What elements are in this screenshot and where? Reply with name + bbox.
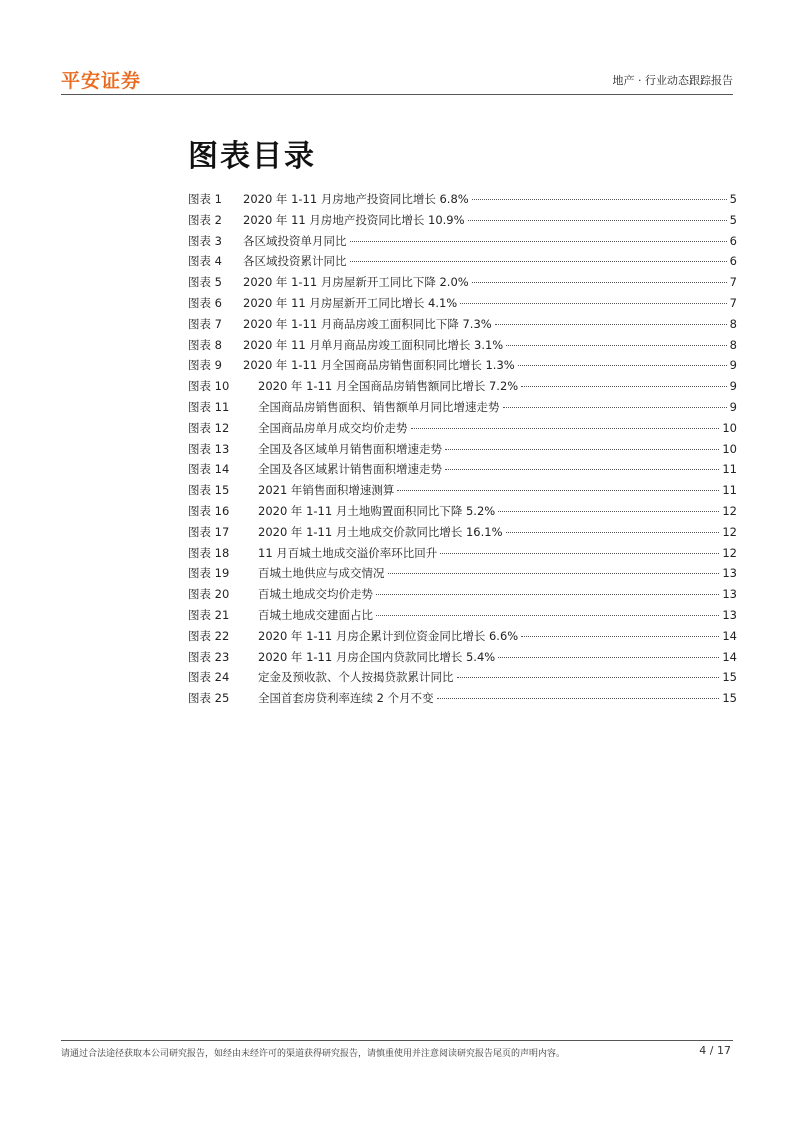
toc-entry-page: 7: [729, 295, 737, 310]
toc-entry-title: 各区域投资累计同比: [243, 254, 347, 269]
toc-entry-page: 7: [729, 275, 737, 290]
toc-entry-title: 各区域投资单月同比: [243, 233, 347, 248]
toc-entry[interactable]: [188, 543, 737, 564]
toc-entry-title: 2020 年 11 月房地产投资同比增长 10.9%: [243, 212, 465, 227]
toc-entry-title: 全国商品房销售面积、销售额单月同比增速走势: [258, 399, 500, 414]
dot-leader: [457, 677, 720, 678]
toc-entry-label: 图表 22: [188, 628, 230, 643]
dot-leader: [498, 657, 719, 658]
dot-leader: [350, 261, 727, 262]
toc-entry-label: 图表 5: [188, 275, 222, 290]
toc-entry-label: 图表 2: [188, 212, 222, 227]
toc-entry[interactable]: [188, 584, 737, 605]
toc-entry-label: 图表 18: [188, 545, 230, 560]
toc-entry-page: 13: [722, 607, 737, 622]
dot-leader: [518, 365, 727, 366]
dot-leader: [376, 615, 719, 616]
dot-leader: [445, 449, 719, 450]
header-divider: [61, 94, 733, 95]
toc-entry[interactable]: [188, 501, 737, 522]
dot-leader: [498, 511, 719, 512]
toc-entry[interactable]: [188, 231, 737, 252]
toc-entry-title: 百城土地成交建面占比: [258, 607, 373, 622]
toc-entry-label: 图表 3: [188, 233, 222, 248]
toc-entry-label: 图表 20: [188, 587, 230, 602]
toc-entry-label: 图表 16: [188, 503, 230, 518]
toc-entry-page: 10: [722, 441, 737, 456]
toc-entry-label: 图表 4: [188, 254, 222, 269]
dot-leader: [521, 636, 719, 637]
dot-leader: [506, 345, 726, 346]
toc-entry[interactable]: [188, 439, 737, 460]
toc-entry-page: 12: [722, 503, 737, 518]
toc-entry-page: 5: [729, 192, 737, 206]
footer-divider: [61, 1040, 733, 1041]
dot-leader: [472, 199, 727, 200]
toc-entry-page: 13: [722, 587, 737, 602]
toc-entry-label: 图表 9: [188, 358, 222, 373]
figure-index-list: [188, 189, 737, 709]
dot-leader: [468, 220, 727, 221]
toc-entry-title: 全国商品房单月成交均价走势: [258, 420, 408, 435]
dot-leader: [472, 282, 727, 283]
toc-entry[interactable]: [188, 459, 737, 480]
page-number: 4 / 17: [699, 1044, 731, 1057]
toc-entry-title: 11 月百城土地成交溢价率环比回升: [258, 545, 438, 560]
dot-leader: [460, 303, 726, 304]
toc-entry-page: 12: [722, 524, 737, 539]
toc-entry-title: 2020 年 1-11 月房企累计到位资金同比增长 6.6%: [258, 628, 519, 643]
toc-entry-page: 8: [729, 337, 737, 352]
toc-entry-label: 图表 17: [188, 524, 230, 539]
dot-leader: [411, 428, 720, 429]
toc-entry[interactable]: [188, 667, 737, 688]
toc-entry-label: 图表 25: [188, 691, 230, 706]
toc-entry-page: 6: [729, 233, 737, 248]
toc-entry-title: 2021 年销售面积增速测算: [258, 483, 395, 498]
toc-entry-page: 9: [729, 379, 737, 394]
toc-entry-title: 全国及各区域单月销售面积增速走势: [258, 441, 442, 456]
toc-entry-page: 5: [729, 212, 737, 227]
toc-entry[interactable]: [188, 210, 737, 231]
toc-entry[interactable]: [188, 563, 737, 584]
toc-entry-label: 图表 15: [188, 483, 230, 498]
toc-entry-title: 2020 年 1-11 月土地成交价款同比增长 16.1%: [258, 524, 503, 539]
toc-entry-title: 百城土地供应与成交情况: [258, 566, 385, 581]
brand-logo: 平安证券: [61, 70, 142, 92]
dot-leader: [445, 469, 719, 470]
toc-entry-title: 2020 年 1-11 月房地产投资同比增长 6.8%: [243, 192, 469, 206]
dot-leader: [503, 407, 727, 408]
dot-leader: [440, 553, 719, 554]
toc-entry-page: 11: [722, 483, 737, 498]
toc-entry[interactable]: [188, 688, 737, 709]
toc-entry-page: 14: [722, 628, 737, 643]
toc-entry[interactable]: [188, 272, 737, 293]
toc-entry-page: 15: [722, 691, 737, 706]
dot-leader: [437, 698, 720, 699]
footer-disclaimer: 请通过合法途径获取本公司研究报告，如经由未经许可的渠道获得研究报告，请慎重使用并注意阅读研究报告尾页的声明内容。: [61, 1049, 566, 1059]
toc-entry-title: 定金及预收款、个人按揭贷款累计同比: [258, 670, 454, 685]
dot-leader: [397, 490, 719, 491]
toc-entry[interactable]: [188, 189, 737, 210]
toc-entry-page: 8: [729, 316, 737, 331]
toc-entry-title: 百城土地成交均价走势: [258, 587, 373, 602]
toc-entry-title: 全国首套房贷利率连续 2 个月不变: [258, 691, 434, 706]
toc-entry-title: 2020 年 11 月房屋新开工同比增长 4.1%: [243, 295, 458, 310]
dot-leader: [521, 386, 726, 387]
dot-leader: [388, 573, 720, 574]
page-title: 图表目录: [188, 139, 316, 174]
toc-entry-title: 全国及各区域累计销售面积增速走势: [258, 462, 442, 477]
toc-entry-label: 图表 11: [188, 399, 230, 414]
toc-entry-title: 2020 年 1-11 月房屋新开工同比下降 2.0%: [243, 275, 469, 290]
toc-entry-label: 图表 12: [188, 420, 230, 435]
toc-entry-label: 图表 23: [188, 649, 230, 664]
toc-entry-page: 10: [722, 420, 737, 435]
toc-entry[interactable]: [188, 355, 737, 376]
toc-entry-label: 图表 6: [188, 295, 222, 310]
toc-entry[interactable]: [188, 480, 737, 501]
toc-entry[interactable]: [188, 605, 737, 626]
toc-entry-label: 图表 7: [188, 316, 222, 331]
toc-entry-label: 图表 8: [188, 337, 222, 352]
toc-entry-title: 2020 年 1-11 月商品房竣工面积同比下降 7.3%: [243, 316, 492, 331]
toc-entry-title: 2020 年 1-11 月房企国内贷款同比增长 5.4%: [258, 649, 496, 664]
toc-entry-title: 2020 年 11 月单月商品房竣工面积同比增长 3.1%: [243, 337, 504, 352]
toc-entry-page: 12: [722, 545, 737, 560]
toc-entry-title: 2020 年 1-11 月全国商品房销售额同比增长 7.2%: [258, 379, 519, 394]
toc-entry-label: 图表 14: [188, 462, 230, 477]
toc-entry-page: 11: [722, 462, 737, 477]
toc-entry[interactable]: [188, 626, 737, 647]
dot-leader: [495, 324, 727, 325]
toc-entry-label: 图表 1: [188, 192, 222, 206]
dot-leader: [506, 532, 720, 533]
dot-leader: [376, 594, 719, 595]
report-section-label: 地产 · 行业动态跟踪报告: [612, 74, 733, 87]
toc-entry-label: 图表 24: [188, 670, 230, 685]
toc-entry-label: 图表 21: [188, 607, 230, 622]
toc-entry[interactable]: [188, 522, 737, 543]
toc-entry[interactable]: [188, 314, 737, 335]
toc-entry-label: 图表 10: [188, 379, 230, 394]
toc-entry-page: 6: [729, 254, 737, 269]
toc-entry-page: 9: [729, 399, 737, 414]
toc-entry[interactable]: [188, 251, 737, 272]
toc-entry-label: 图表 19: [188, 566, 230, 581]
toc-entry-title: 2020 年 1-11 月全国商品房销售面积同比增长 1.3%: [243, 358, 515, 373]
dot-leader: [350, 241, 727, 242]
toc-entry-page: 14: [722, 649, 737, 664]
toc-entry[interactable]: [188, 647, 737, 668]
toc-entry-page: 13: [722, 566, 737, 581]
toc-entry-title: 2020 年 1-11 月土地购置面积同比下降 5.2%: [258, 503, 496, 518]
toc-entry[interactable]: [188, 376, 737, 397]
toc-entry-label: 图表 13: [188, 441, 230, 456]
toc-entry-page: 9: [729, 358, 737, 373]
toc-entry[interactable]: [188, 335, 737, 356]
toc-entry[interactable]: [188, 418, 737, 439]
toc-entry[interactable]: [188, 293, 737, 314]
toc-entry-page: 15: [722, 670, 737, 685]
toc-entry[interactable]: [188, 397, 737, 418]
